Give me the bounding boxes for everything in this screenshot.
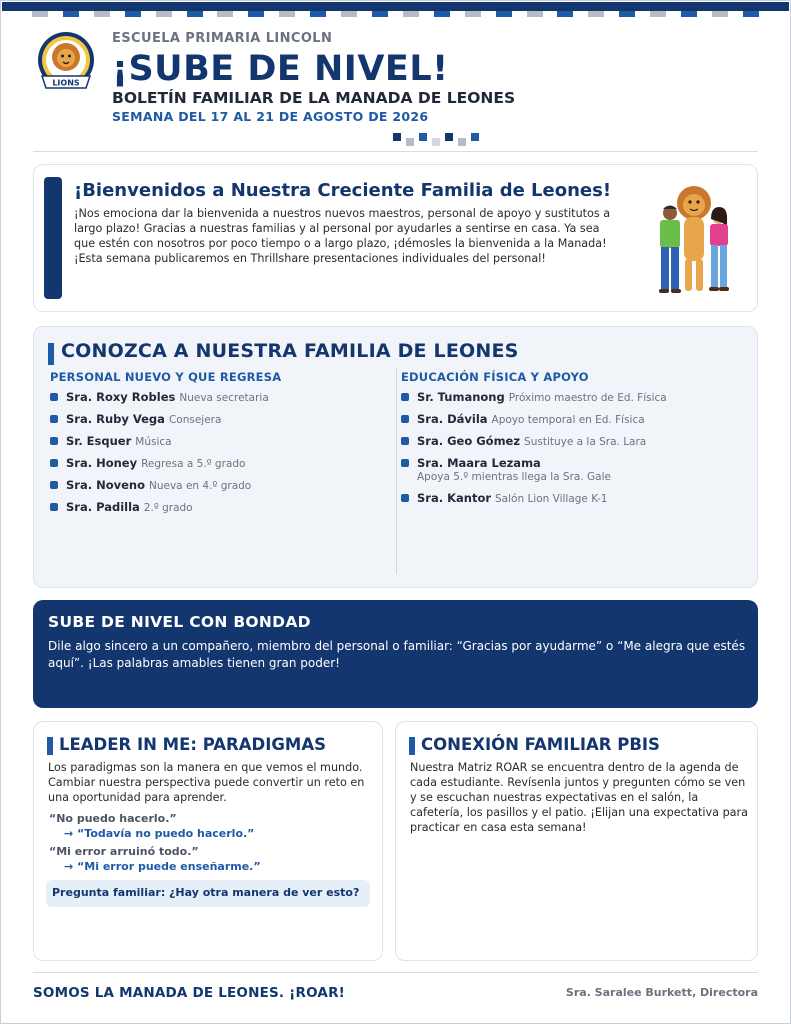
leader-heading: LEADER IN ME: PARADIGMAS — [59, 735, 326, 754]
school-name: ESCUELA PRIMARIA LINCOLN — [112, 31, 333, 46]
list-item: Sra. Honey Regresa a 5.º grado — [50, 456, 269, 471]
footer-motto: SOMOS LA MANADA DE LEONES. ¡ROAR! — [33, 985, 346, 1001]
newsletter-title: ¡SUBE DE NIVEL! — [112, 49, 449, 89]
newsletter-subtitle: BOLETÍN FAMILIAR DE LA MANADA DE LEONES — [112, 89, 516, 107]
pbis-body: Nuestra Matriz ROAR se encuentra dentro de la agenda de cada estudiante. Revísenla juntos y pregunten cómo se ven y se escuchan nuestras expectativas en el salón, la cafetería, los pasillos y el patio. ¡Elijan una expectativa para practicar en casa esta semana! — [410, 761, 748, 834]
list-item: Sra. Geo Gómez Sustituye a la Sra. Lara — [401, 434, 667, 449]
column-divider — [396, 369, 397, 574]
footer-divider — [33, 972, 758, 973]
lion-mascot-with-staff-icon — [648, 183, 740, 301]
pbis-heading: CONEXIÓN FAMILIAR PBIS — [421, 735, 660, 754]
list-item: Sra. Maara Lezama Apoya 5.º mientras llega la Sra. Gale — [401, 456, 667, 484]
list-item: Sra. Noveno Nueva en 4.º grado — [50, 478, 269, 493]
family-card — [33, 326, 758, 588]
newsletter-date: SEMANA DEL 17 AL 21 DE AGOSTO DE 2026 — [112, 109, 429, 124]
top-stripe — [2, 2, 789, 11]
kindness-banner — [33, 600, 758, 708]
welcome-accent-bar — [44, 177, 62, 299]
list-item: Sra. Padilla 2.º grado — [50, 500, 269, 515]
leader-body: Los paradigmas son la manera en que vemos el mundo. Cambiar nuestra perspectiva puede convertir un reto en una oportunidad para aprender. — [48, 761, 365, 804]
welcome-heading: ¡Bienvenidos a Nuestra Creciente Familia de Leones! — [74, 180, 612, 201]
welcome-body: ¡Nos emociona dar la bienvenida a nuestros nuevos maestros, personal de apoyo y sustitutos a largo plazo! Gracias a nuestras familias y al personal por ayudarles a sentirse en casa. Ya sea que estén con nosotros por poco tiempo o a largo plazo, ¡démosles la bienvenida a la Manada! ¡Esta semana publicaremos en Thrillshare presentaciones individuales del personal! — [74, 207, 611, 265]
answer-2: → “Mi error puede enseñarme.” — [64, 860, 261, 873]
quote-2: “Mi error arruinó todo.” — [49, 845, 199, 858]
header-divider — [33, 151, 758, 152]
new-staff-heading: PERSONAL NUEVO Y QUE REGRESA — [50, 370, 282, 384]
family-question-box — [46, 880, 370, 907]
list-item: Sra. Ruby Vega Consejera — [50, 412, 269, 427]
list-item: Sr. Tumanong Próximo maestro de Ed. Física — [401, 390, 667, 405]
welcome-card — [33, 164, 758, 312]
decorative-squares — [393, 133, 483, 147]
pbis-card — [395, 721, 758, 961]
school-logo-lion-icon — [34, 30, 98, 94]
family-question: Pregunta familiar: ¿Hay otra manera de ver esto? — [52, 886, 360, 899]
family-accent-bar — [48, 343, 54, 365]
list-item: Sra. Dávila Apoyo temporal en Ed. Física — [401, 412, 667, 427]
pe-support-list — [401, 390, 667, 513]
pbis-accent-bar — [409, 737, 415, 755]
top-dash-border — [2, 11, 789, 17]
list-item: Sra. Roxy Robles Nueva secretaria — [50, 390, 269, 405]
answer-1: → “Todavía no puedo hacerlo.” — [64, 827, 255, 840]
kindness-body: Dile algo sincero a un compañero, miembro del personal o familiar: “Gracias por ayudarme” o “Me alegra que estés aquí”. ¡Las palabras amables tienen gran poder! — [48, 639, 746, 670]
leader-card — [33, 721, 383, 961]
logo-text: LIONS — [52, 78, 80, 88]
list-item: Sra. Kantor Salón Lion Village K-1 — [401, 491, 667, 506]
kindness-heading: SUBE DE NIVEL CON BONDAD — [48, 613, 311, 631]
family-heading: CONOZCA A NUESTRA FAMILIA DE LEONES — [61, 340, 519, 362]
pe-support-heading: EDUCACIÓN FÍSICA Y APOYO — [401, 370, 589, 384]
principal-signature: Sra. Saralee Burkett, Directora — [565, 986, 758, 999]
new-staff-list — [50, 390, 269, 522]
list-item: Sr. Esquer Música — [50, 434, 269, 449]
quote-1: “No puedo hacerlo.” — [49, 812, 177, 825]
leader-accent-bar — [47, 737, 53, 755]
